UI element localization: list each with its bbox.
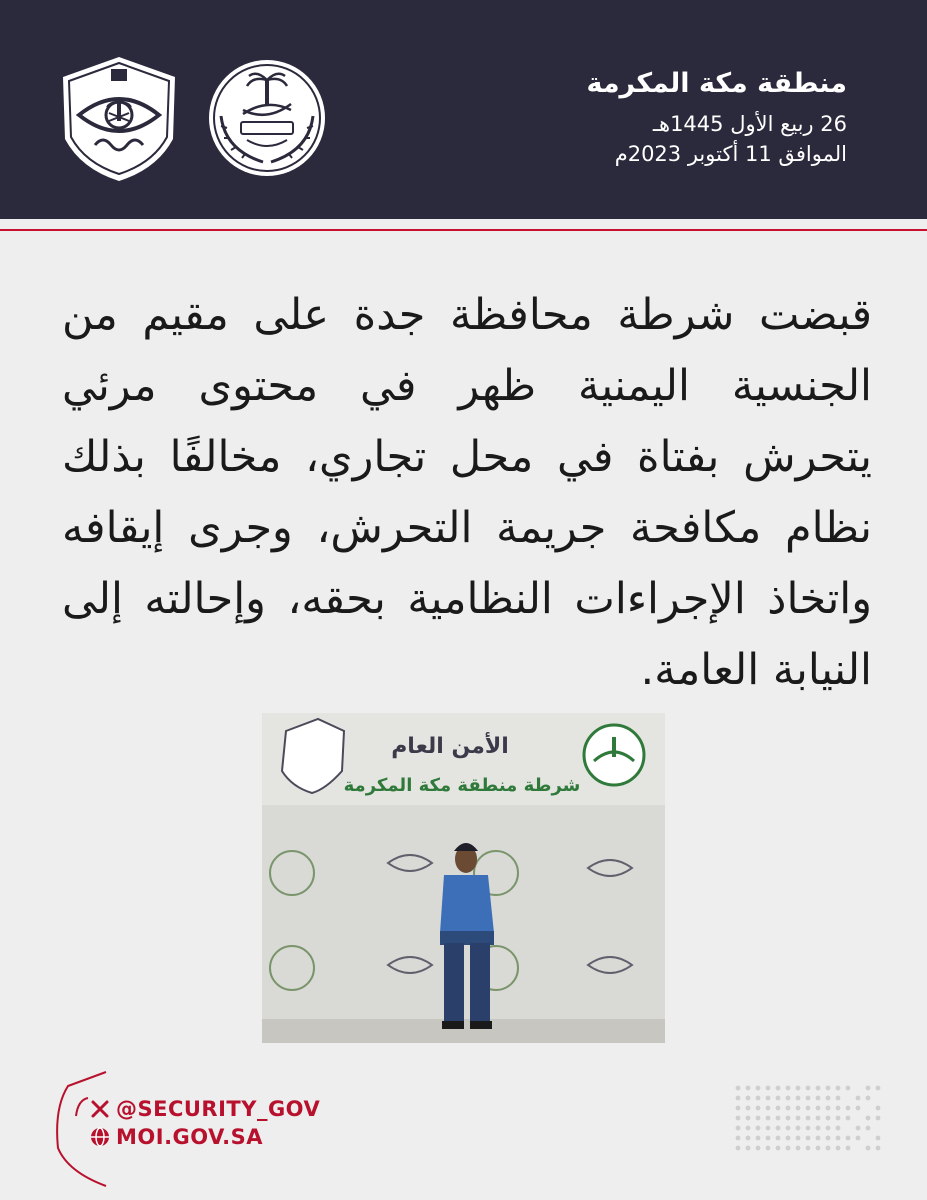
header-bar (0, 0, 927, 219)
suspect-photo (262, 713, 665, 1043)
article-text: قبضت شرطة محافظة جدة على مقيم من الجنسية اليمنية ظهر في محتوى مرئي يتحرش بفتاة في محل تجاري، مخالفًا بذلك نظام مكافحة جريمة التحرش، وجرى إيقافه واتخاذ الإجراءات النظامية بحقه، وإحالته إلى النيابة العامة. (62, 290, 872, 695)
date-hijri: 26 ربيع الأول 1445هـ (652, 112, 847, 136)
region-title: منطقة مكة المكرمة (586, 68, 847, 99)
website-link[interactable]: MOI.GOV.SA (116, 1125, 263, 1149)
x-icon (90, 1099, 110, 1119)
website-row[interactable] (90, 1125, 263, 1149)
moi-emblem-logo (203, 58, 331, 178)
x-handle-row[interactable] (90, 1097, 320, 1121)
public-security-logo (57, 53, 181, 183)
date-gregorian: الموافق 11 أكتوبر 2023م (614, 142, 847, 166)
accent-divider (0, 229, 927, 231)
decorative-dot-pattern (733, 1083, 883, 1153)
x-handle[interactable]: @SECURITY_GOV (116, 1097, 321, 1121)
photo-banner-title: الأمن العام (391, 734, 509, 759)
globe-icon (90, 1127, 110, 1147)
photo-banner-subtitle: شرطة منطقة مكة المكرمة (343, 775, 581, 796)
